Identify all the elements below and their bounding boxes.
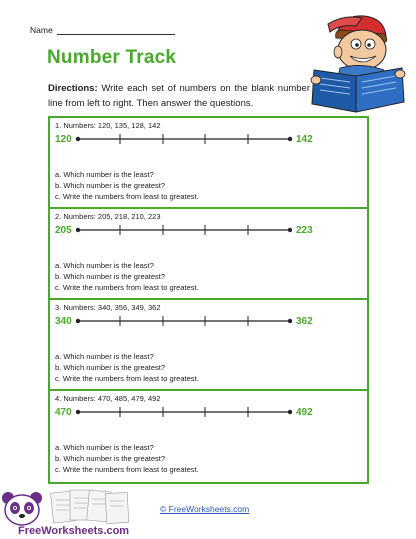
number-line-start: 470 (55, 407, 72, 418)
question-greatest: b. Which number is the greatest? (55, 454, 166, 463)
number-line-end: 492 (296, 407, 313, 418)
problem-heading: 1. Numbers: 120, 135, 128, 142 (55, 121, 161, 130)
problem-1 (50, 118, 367, 209)
problem-heading: 4. Numbers: 470, 485, 479, 492 (55, 394, 161, 403)
number-line[interactable] (50, 130, 367, 150)
question-order: c. Write the numbers from least to greatest. (55, 283, 199, 292)
question-least: a. Which number is the least? (55, 261, 154, 270)
question-order: c. Write the numbers from least to greatest. (55, 465, 199, 474)
number-line-end: 142 (296, 134, 313, 145)
question-order: c. Write the numbers from least to greatest. (55, 192, 199, 201)
number-line-start: 340 (55, 316, 72, 327)
number-line-start: 205 (55, 225, 72, 236)
question-greatest: b. Which number is the greatest? (55, 363, 166, 372)
name-blank-line[interactable] (57, 25, 175, 35)
number-line[interactable] (50, 312, 367, 332)
question-least: a. Which number is the least? (55, 443, 154, 452)
question-least: a. Which number is the least? (55, 170, 154, 179)
directions (48, 82, 310, 111)
problem-3 (50, 300, 367, 391)
number-line[interactable] (50, 221, 367, 241)
name-field (30, 25, 175, 35)
name-label: Name (30, 25, 53, 35)
boy-reading-book-illustration (306, 8, 406, 116)
number-line-start: 120 (55, 134, 72, 145)
directions-text: Write each set of numbers on the blank number line from left to right. Then answer the questions. (48, 83, 310, 109)
problem-4 (50, 391, 367, 482)
directions-label: Directions: (48, 83, 98, 94)
number-line-end: 223 (296, 225, 313, 236)
question-greatest: b. Which number is the greatest? (55, 181, 166, 190)
problem-heading: 2. Numbers: 205, 218, 210, 223 (55, 212, 161, 221)
freeworksheets-logo (2, 486, 147, 538)
problem-2 (50, 209, 367, 300)
copyright-link[interactable]: © FreeWorksheets.com (160, 504, 250, 514)
page-title: Number Track (47, 47, 177, 68)
question-greatest: b. Which number is the greatest? (55, 272, 166, 281)
problems-box (48, 116, 369, 484)
question-least: a. Which number is the least? (55, 352, 154, 361)
number-line[interactable] (50, 403, 367, 423)
number-line-end: 362 (296, 316, 313, 327)
problem-heading: 3. Numbers: 340, 356, 349, 362 (55, 303, 161, 312)
question-order: c. Write the numbers from least to greatest. (55, 374, 199, 383)
logo-wordmark: FreeWorksheets.com (18, 525, 130, 537)
